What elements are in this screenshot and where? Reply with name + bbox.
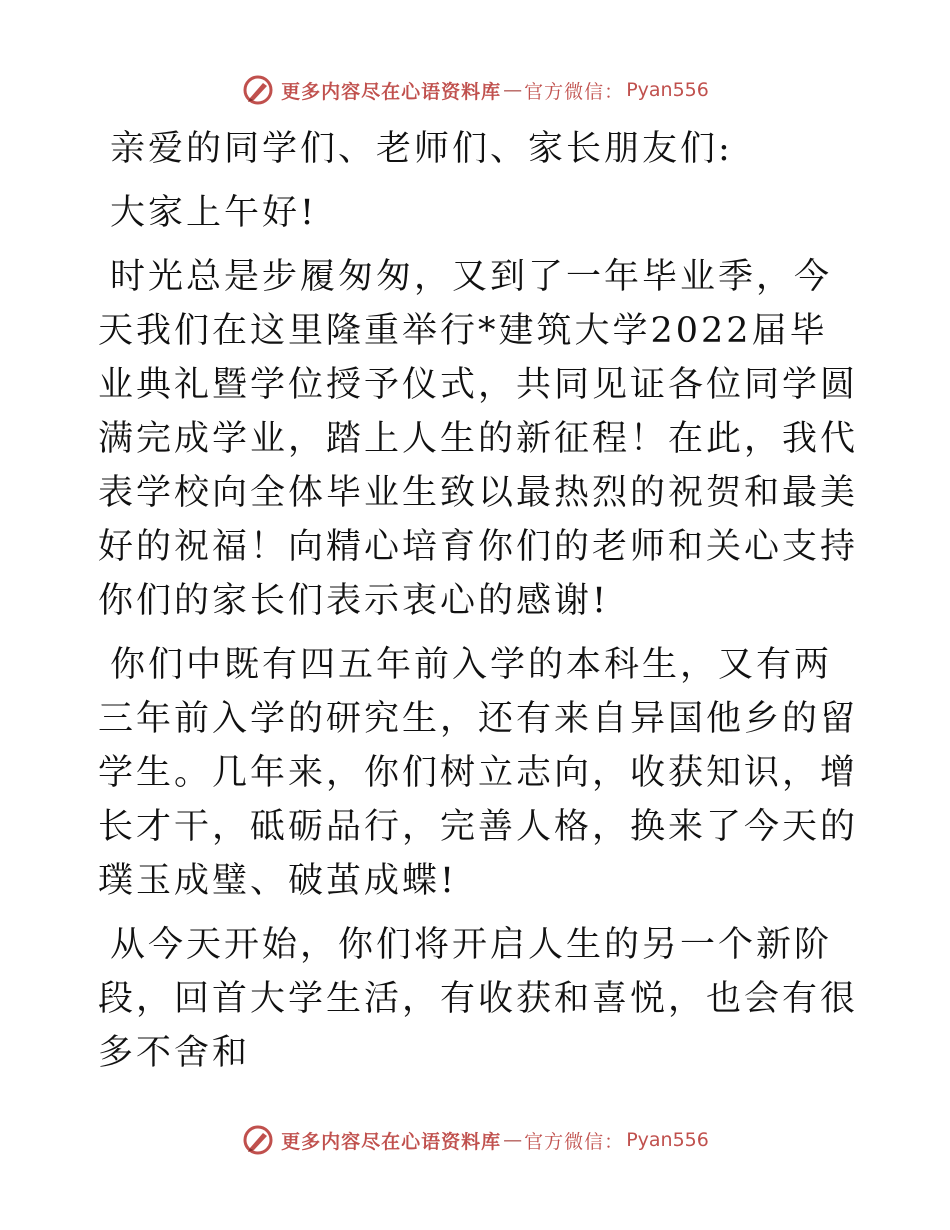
document-body: [98, 122, 858, 1090]
footer-watermark: [0, 1120, 950, 1160]
watermark-wechat-label: 官方微信：: [524, 1130, 625, 1153]
watermark-text: 更多内容尽在心语资料库: [281, 1130, 502, 1153]
watermark-wechat-id: Pyan556: [626, 79, 709, 101]
body-paragraph: 时光总是步履匆匆，又到了一年毕业季，今天我们在这里隆重举行*建筑大学2022届毕业典礼暨学位授予仪式，共同见证各位同学圆满完成学业，踏上人生的新征程！在此，我代表学校向全体毕业生致以最热烈的祝贺和最美好的祝福！向精心培育你们的老师和关心支持你们的家长们表示衷心的感谢!: [98, 257, 859, 621]
watermark-dash: —: [503, 1129, 523, 1151]
body-paragraph: 从今天开始，你们将开启人生的另一个新阶段，回首大学生活，有收获和喜悦，也会有很多不舍和: [98, 925, 859, 1073]
pen-logo-icon: [241, 1123, 275, 1157]
salutation: 亲爱的同学们、老师们、家长朋友们:: [110, 129, 733, 169]
watermark-text: 更多内容尽在心语资料库: [281, 80, 502, 103]
greeting: 大家上午好!: [110, 193, 318, 233]
body-paragraph: 你们中既有四五年前入学的本科生，又有两三年前入学的研究生，还有来自异国他乡的留学生。几年来，你们树立志向，收获知识，增长才干，砥砺品行，完善人格，换来了今天的璞玉成璧、破茧成蝶!: [98, 645, 859, 901]
pen-logo-icon: [241, 73, 275, 107]
watermark-wechat-id: Pyan556: [626, 1129, 709, 1151]
watermark-dash: —: [503, 79, 523, 101]
watermark-wechat-label: 官方微信：: [524, 80, 625, 103]
header-watermark: [0, 70, 950, 110]
